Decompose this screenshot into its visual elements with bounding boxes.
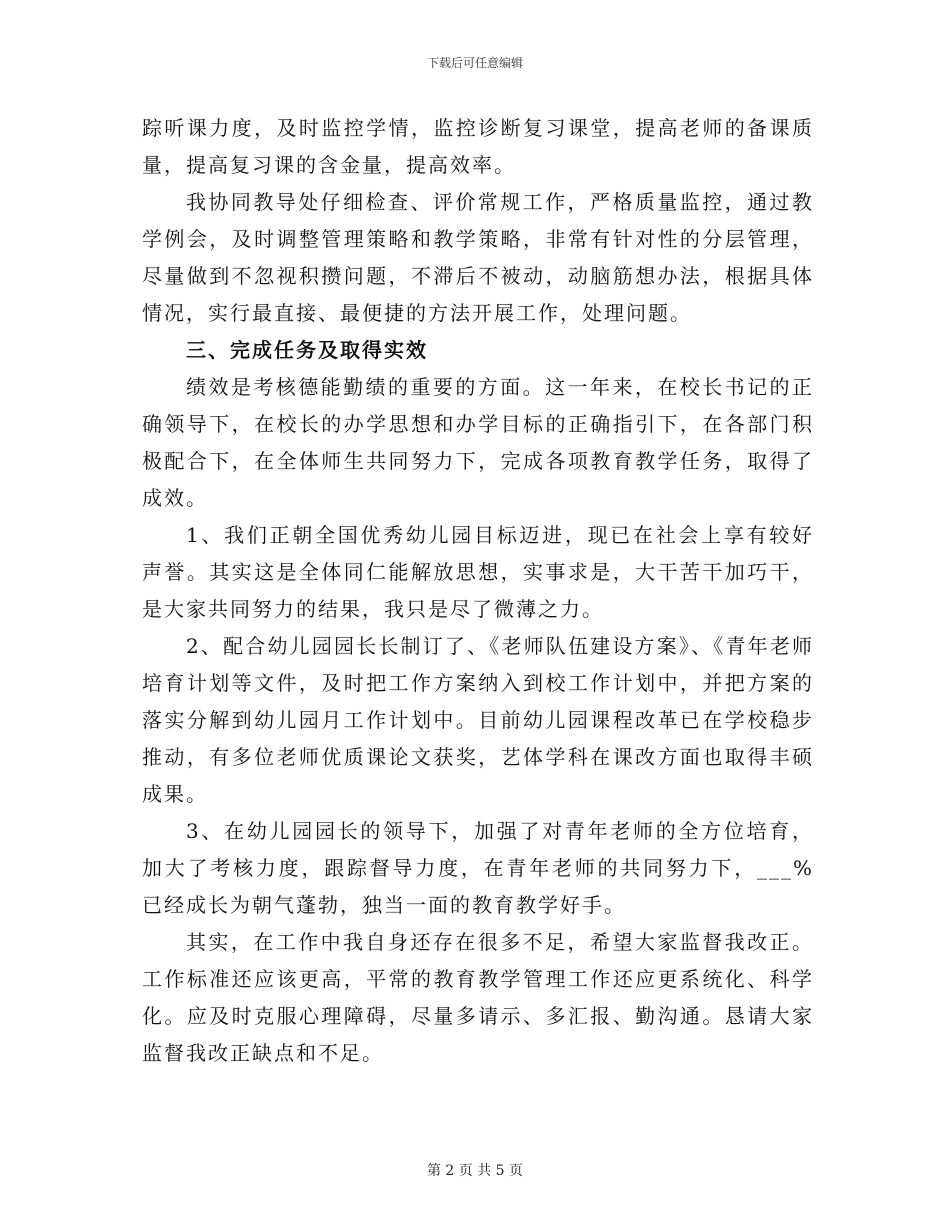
paragraph-3: 绩效是考核德能勤绩的重要的方面。这一年来，在校长书记的正确领导下，在校长的办学思想和办学目标的正确指引下，在各部门积极配合下，在全体师生共同努力下，完成各项教育教学任务，取得了成效。	[142, 375, 814, 510]
paragraph-6: 3、在幼儿园园长的领导下，加强了对青年老师的全方位培育，加大了考核力度，跟踪督导力度，在青年老师的共同努力下，___%已经成长为朝气蓬勃，独当一面的教育教学好手。	[142, 819, 814, 917]
paragraph-7: 其实，在工作中我自身还存在很多不足，希望大家监督我改正。工作标准还应该更高，平常的教育教学管理工作还应更系统化、科学化。应及时克服心理障碍，尽量多请示、多汇报、勤沟通。恳请大家监督我改正缺点和不足。	[142, 930, 814, 1065]
paragraph-1: 踪听课力度，及时监控学情，监控诊断复习课堂，提高老师的备课质量，提高复习课的含金量，提高效率。	[142, 116, 814, 177]
paragraph-5: 2、配合幼儿园园长长制订了、《老师队伍建设方案》、《青年老师培育计划等文件，及时把工作方案纳入到校工作计划中，并把方案的落实分解到幼儿园月工作计划中。目前幼儿园课程改革已在学校稳步推动，有多位老师优质课论文获奖，艺体学科在课改方面也取得丰硕成果。	[142, 634, 814, 806]
document-body	[142, 110, 814, 1072]
section-heading: 三、完成任务及取得实效	[186, 338, 428, 362]
paragraph-4: 1、我们正朝全国优秀幼儿园目标迈进，现已在社会上享有较好声誉。其实这是全体同仁能解放思想，实事求是，大干苦干加巧干，是大家共同努力的结果，我只是尽了微薄之力。	[142, 523, 814, 621]
page-header: 下载后可任意编辑	[426, 56, 523, 70]
paragraph-2: 我协同教导处仔细检查、评价常规工作，严格质量监控，通过教学例会，及时调整管理策略和教学策略，非常有针对性的分层管理，尽量做到不忽视积攒问题，不滞后不被动，动脑筋想办法，根据具体情况，实行最直接、最便捷的方法开展工作，处理问题。	[142, 190, 814, 325]
page-footer: 第 2 页 共 5 页	[426, 1163, 524, 1179]
